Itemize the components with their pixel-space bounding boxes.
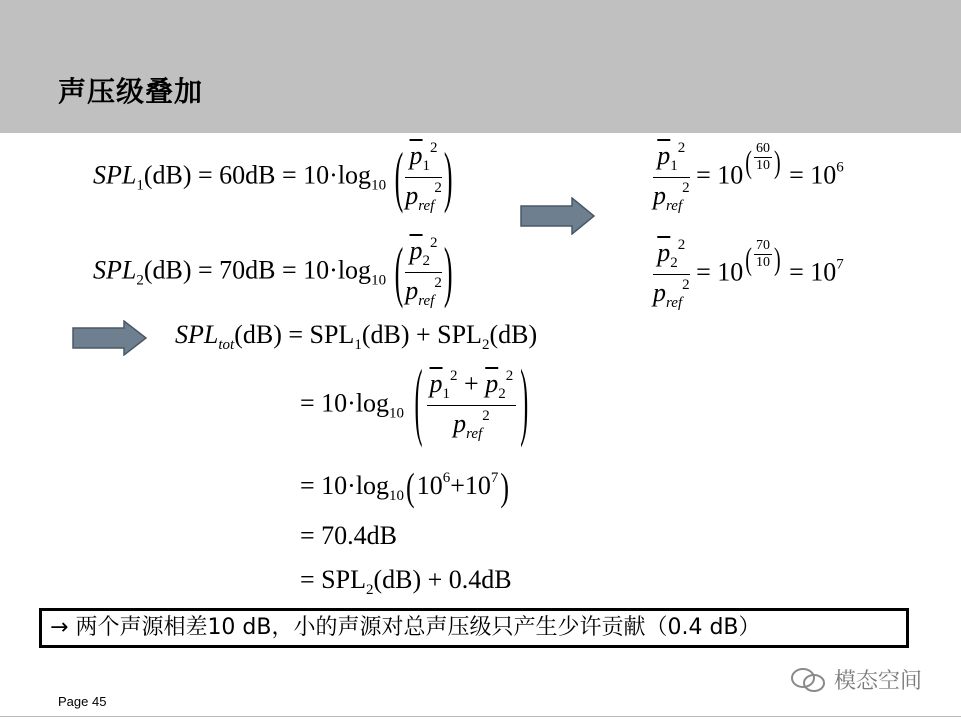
equation-total: $SPL_{tot}(dB) = SPL_1(dB) + SPL_2(dB)$ [175,320,538,353]
equation-spl1: $SPL_1(dB) = 60dB = 10\cdot\log_{10}$ ( $\frac{\overline{p}_1^2}{p_{ref}^2}$ ) [93,138,453,214]
right-arrow-icon [520,197,596,235]
slide-title: 声压级叠加 [58,75,204,108]
divider [0,716,961,717]
page-number: Page 45 [58,694,107,709]
equation-ratio1: $\frac{\overline{p}_1^2}{p_{ref}^2}$ = 10 ( $\frac{60}{10}$ ) = $10^6$ [653,140,844,214]
header-band [0,0,961,133]
fraction: $\frac{\overline{p}_2^2}{p_{ref}^2}$ [405,235,442,309]
arrow-icon: → [50,615,69,640]
equation-step2: = $10\cdot\log_{10}$ ( $\frac{\overline{p}_1^2 + \overline{p}_2^2}{p_{ref}^2}$ ) [300,356,529,451]
equation-step3: = $10\cdot\log_{10}(10^6+10^7)$ [300,465,510,510]
conclusion-box [39,608,909,648]
watermark: 模态空间 [790,664,922,695]
right-arrow-icon [72,320,148,356]
equation-spl2: $SPL_2(dB) = 70dB = 10\cdot\log_{10}$ ( $\frac{\overline{p}_2^2}{p_{ref}^2}$ ) [93,233,453,309]
wechat-icon [790,667,826,693]
fraction: $\frac{\overline{p}_1^2}{p_{ref}^2}$ [405,140,442,214]
equation-step4: = 70.4dB [300,521,398,550]
equation-step5: = $SPL_2(dB) + 0.4dB$ [300,565,512,598]
equation-ratio2: $\frac{\overline{p}_2^2}{p_{ref}^2}$ = 10 ( $\frac{70}{10}$ ) = $10^7$ [653,237,844,311]
conclusion-text: 两个声源相差10 dB，小的声源对总声压级只产生少许贡献（0.4 dB） [75,615,761,640]
